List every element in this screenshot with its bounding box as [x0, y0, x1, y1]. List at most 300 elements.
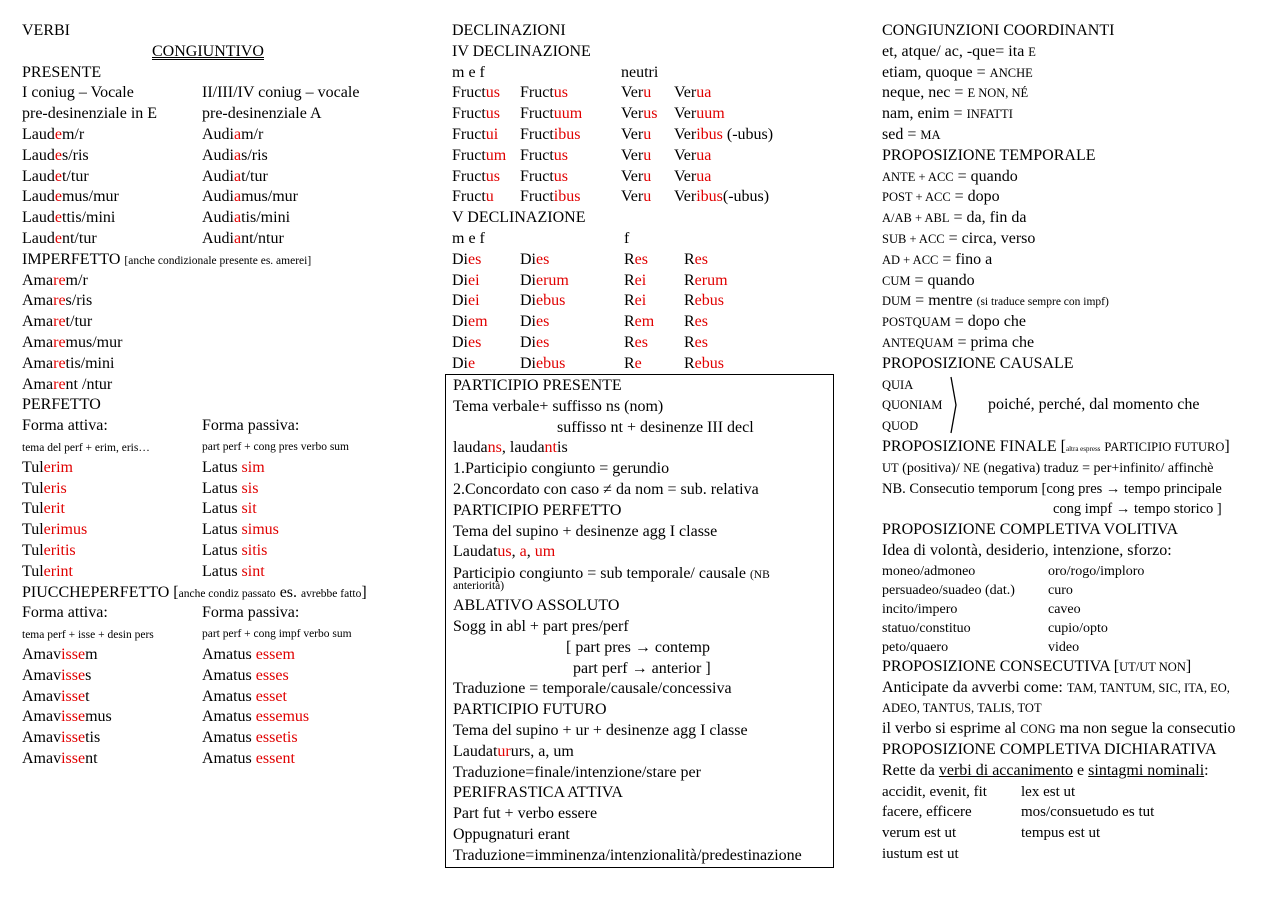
text-line: 1.Participio congiunto = gerundio — [453, 460, 670, 478]
ending: erum — [536, 271, 569, 289]
v-cell — [684, 354, 724, 375]
ending: u — [643, 125, 652, 143]
v-row — [452, 271, 852, 292]
heading-participio-perfetto: PARTICIPIO PERFETTO — [453, 501, 622, 519]
stem: R — [684, 250, 695, 268]
iv-cell — [674, 187, 769, 208]
stem: R — [624, 292, 635, 310]
iv-cell — [452, 104, 500, 125]
v-cell — [624, 333, 648, 354]
stem: Di — [520, 313, 536, 331]
v-cell — [624, 354, 642, 375]
iv-cell — [621, 187, 651, 208]
text-line: et, atque/ ac, -que= ita E — [882, 42, 1036, 60]
piucche-table — [22, 645, 422, 770]
ending: us — [485, 105, 501, 123]
verb-a: moneo/admoneo — [882, 563, 976, 579]
perfetto-row: Tulerint Latus sint — [22, 562, 265, 580]
text-line: cong impf → tempo storico ] — [1053, 501, 1222, 518]
v-cell — [624, 291, 646, 312]
v-row — [452, 291, 852, 312]
ending: ui — [485, 125, 499, 143]
ending: ei — [634, 271, 647, 289]
v-cell — [520, 291, 565, 312]
stem: R — [624, 333, 635, 351]
imperfetto-row: Amaret/tur — [22, 313, 93, 331]
temporale-list — [882, 167, 1262, 354]
ending: e — [468, 354, 476, 372]
ending: es — [468, 250, 482, 268]
perfetto-row: Tuleris Latus sis — [22, 479, 259, 497]
text-line: neque, nec = E NON, NÉ — [882, 84, 1029, 102]
perfetto-row: Tuleritis Latus sitis — [22, 541, 268, 559]
iv-cell — [520, 104, 582, 125]
text-line: Part fut + verbo essere — [453, 805, 598, 823]
v-cell — [520, 312, 549, 333]
stem: Ver — [621, 84, 644, 102]
text-line: suffisso nt + desinenze III decl — [557, 418, 754, 436]
v-cell — [452, 271, 480, 292]
presente-row: Laudettis/mini Audiatis/mini — [22, 209, 291, 227]
ending: u — [643, 84, 652, 102]
iv-row — [452, 125, 852, 146]
imperfetto-row: Amarent /ntur — [22, 375, 113, 393]
verb-b: video — [1048, 639, 1080, 655]
verb-b: oro/rogo/imploro — [1048, 563, 1145, 579]
text-line: QUONIAM poiché, perché, dal momento che — [882, 396, 1200, 414]
stem: Ver — [621, 105, 644, 123]
perfetto-row: Tulerimus Latus simus — [22, 521, 279, 539]
stem: Fruct — [452, 125, 486, 143]
iv-cell — [621, 146, 651, 167]
ending: ebus — [536, 292, 566, 310]
presente-row: Laudent/tur Audiant/ntur — [22, 229, 284, 247]
iv-cell — [520, 187, 580, 208]
ending: ebus — [536, 354, 566, 372]
stem: R — [624, 313, 635, 331]
ending: ei — [468, 271, 480, 289]
volitiva-row — [882, 581, 1262, 600]
iv-table — [452, 83, 852, 208]
temporale-row — [882, 167, 1262, 188]
text-line: Anticipate da avverbi come: TAM, TANTUM, SIC, ITA, EO, — [882, 678, 1230, 696]
stem: Ver — [674, 167, 697, 185]
column-congiunzioni — [882, 21, 1262, 865]
stem: Ver — [621, 188, 644, 206]
text-line: il verbo si esprime al CONG ma non segue la consecutio — [882, 720, 1236, 738]
iv-cell — [452, 83, 500, 104]
piucche-row: Amavissetis Amatus essetis — [22, 729, 298, 747]
perfetto-row: Tulerim Latus sim — [22, 458, 265, 476]
preposition: POST + ACC — [882, 190, 951, 205]
presente-row: Laudes/ris Audias/ris — [22, 146, 268, 164]
text-line: 2.Concordato con caso ≠ da nom = sub. relativa — [453, 480, 759, 498]
v-row — [452, 250, 852, 271]
verb-a: incito/impero — [882, 601, 958, 617]
ending: es — [694, 313, 708, 331]
ending: ebus — [694, 292, 724, 310]
piucche-row: Amavisset Amatus esset — [22, 687, 287, 705]
presente-row: Laudem/r Audiam/r — [22, 125, 264, 143]
v-cell — [624, 312, 654, 333]
ending: es — [536, 333, 550, 351]
v-cell — [452, 354, 475, 375]
meaning: = dopo che — [950, 313, 1026, 331]
heading-v-declinazione: V DECLINAZIONE — [452, 209, 586, 227]
imperfetto-row: Amaremus/mur — [22, 333, 123, 351]
stem: Di — [452, 354, 468, 372]
meaning: = mentre — [911, 292, 977, 310]
perfetto-notes: tema del perf + erim, eris… part perf + cong pres verbo sum — [22, 440, 349, 454]
stem: Ver — [621, 146, 644, 164]
v-cell — [684, 291, 724, 312]
piucche-notes: tema perf + isse + desin pers part perf + cong impf verbo sum — [22, 628, 352, 642]
stem: Di — [520, 333, 536, 351]
heading-imperfetto: IMPERFETTO [anche condizionale presente es. amerei] — [22, 250, 312, 268]
stem: Ver — [674, 125, 697, 143]
iv-cell — [452, 125, 498, 146]
v-cell — [452, 250, 481, 271]
forma-row: Forma attiva: Forma passiva: — [22, 417, 300, 435]
stem: Fruct — [520, 188, 554, 206]
verb-a: iustum est ut — [882, 845, 959, 862]
variant: (-ubus) — [722, 188, 770, 206]
heading-completiva-dichiarativa: PROPOSIZIONE COMPLETIVA DICHIARATIVA — [882, 740, 1217, 758]
iv-cell — [520, 146, 568, 167]
verb-a: statuo/constituo — [882, 620, 971, 636]
ending: u — [643, 146, 652, 164]
ending: us — [553, 146, 569, 164]
v-cell — [452, 333, 481, 354]
heading-participio-futuro: PARTICIPIO FUTURO — [453, 701, 607, 719]
iv-cell — [452, 187, 494, 208]
text-line: Idea di volontà, desiderio, intenzione, sforzo: — [882, 541, 1172, 559]
text-line: part perf → anterior ] — [573, 659, 711, 677]
volitiva-row — [882, 600, 1262, 619]
dichiarativa-row — [882, 823, 1262, 844]
ending: ibus — [553, 188, 581, 206]
ending: us — [553, 84, 569, 102]
ending: us — [643, 105, 658, 123]
heading-proposizione-causale: PROPOSIZIONE CAUSALE — [882, 354, 1074, 372]
ending: us — [485, 167, 501, 185]
v-cell — [624, 250, 648, 271]
ending: e — [634, 354, 642, 372]
heading-piuccheperfetto: PIUCCHEPERFETTO [anche condiz passato es. avrebbe fatto] — [22, 583, 367, 601]
dichiarativa-row — [882, 782, 1262, 803]
heading-congiunzioni-coordinanti: CONGIUNZIONI COORDINANTI — [882, 22, 1115, 39]
ending: u — [485, 188, 494, 206]
preposition: ANTE + ACC — [882, 169, 954, 184]
dichiarativa-row — [882, 802, 1262, 823]
stem: Fruct — [520, 125, 554, 143]
ending: es — [634, 333, 648, 351]
preposition: POSTQUAM — [882, 315, 951, 330]
stem: Fruct — [452, 188, 486, 206]
column-declinazioni — [452, 21, 852, 375]
verb-b: mos/consuetudo es tut — [1021, 804, 1155, 821]
verb-a: peto/quaero — [882, 639, 949, 655]
ending: ei — [468, 292, 480, 310]
text-line: UT (positiva)/ NE (negativa) traduz = per+infinito/ affinchè — [882, 460, 1214, 476]
stem: Ver — [621, 125, 644, 143]
perfetto-table — [22, 458, 422, 583]
stem: Ver — [674, 188, 697, 206]
ending: ibus — [553, 125, 581, 143]
iv-cell — [621, 83, 651, 104]
v-cell — [684, 271, 728, 292]
ending: us — [485, 84, 501, 102]
text-line: Participio congiunto = sub temporale/ causale (NB — [453, 565, 770, 583]
stem: Di — [452, 271, 468, 289]
verb-b: lex est ut — [1021, 783, 1076, 800]
text-line: Oppugnaturi erant — [453, 825, 570, 843]
v-cell — [520, 271, 569, 292]
dichiarativa-row — [882, 844, 1262, 865]
stem: Fruct — [520, 146, 554, 164]
column-verbi — [22, 21, 422, 770]
v-header: m e f f — [452, 229, 630, 247]
heading-perifrastica-attiva: PERIFRASTICA ATTIVA — [453, 784, 623, 802]
preposition: AD + ACC — [882, 252, 939, 267]
text-line: Traduzione = temporale/causale/concessiva — [453, 680, 732, 698]
ending: ibus — [696, 125, 723, 143]
text-line: Traduzione=imminenza/intenzionalità/predestinazione — [453, 846, 802, 864]
text-line: ADEO, TANTUS, TALIS, TOT — [882, 701, 1042, 716]
coniug-row: I coniug – Vocale II/III/IV coniug – vocale — [22, 84, 360, 102]
stem: Di — [452, 250, 468, 268]
meaning: = circa, verso — [944, 229, 1036, 247]
ending: es — [468, 333, 482, 351]
verb-a: verum est ut — [882, 825, 957, 842]
stem: Di — [520, 271, 536, 289]
stem: Di — [520, 250, 536, 268]
ending: erum — [694, 271, 728, 289]
heading-proposizione-finale: PROPOSIZIONE FINALE [altra espress PARTICIPIO FUTURO] — [882, 437, 1230, 455]
heading-perfetto: PERFETTO — [22, 396, 101, 414]
v-cell — [624, 271, 646, 292]
v-cell — [684, 312, 708, 333]
stem: R — [624, 354, 635, 372]
stem: Fruct — [452, 84, 486, 102]
stem: R — [624, 271, 635, 289]
stem: Ver — [674, 105, 697, 123]
heading-ablativo-assoluto: ABLATIVO ASSOLUTO — [453, 597, 620, 615]
v-cell — [684, 250, 708, 271]
preposition: DUM — [882, 294, 912, 309]
meaning: = dopo — [950, 188, 1000, 206]
text-line: [ part pres → contemp — [566, 638, 710, 656]
preposition: CUM — [882, 273, 911, 288]
stem: Di — [452, 292, 468, 310]
text-line: Rette da verbi di accanimento e sintagmi nominali: — [882, 761, 1209, 779]
ending: em — [634, 313, 655, 331]
ending: uum — [553, 105, 583, 123]
volitiva-list — [882, 562, 1262, 657]
verb-a: facere, efficere — [882, 804, 972, 821]
text-line: anteriorità) — [453, 580, 505, 593]
iv-cell — [621, 125, 651, 146]
iv-cell — [674, 83, 711, 104]
stem: R — [684, 313, 695, 331]
ending: u — [643, 167, 652, 185]
forma-row-2: Forma attiva: Forma passiva: — [22, 604, 300, 622]
v-cell — [452, 291, 480, 312]
temporale-row — [882, 250, 1262, 271]
piucche-row: Amavissemus Amatus essemus — [22, 708, 310, 726]
text-line: QUIA — [882, 377, 914, 392]
iv-cell — [674, 104, 725, 125]
iv-cell — [520, 167, 568, 188]
heading-iv-declinazione: IV DECLINAZIONE — [452, 42, 591, 60]
text-line: QUOD — [882, 419, 919, 434]
iv-cell — [452, 146, 506, 167]
piucche-row: Amavisses Amatus esses — [22, 666, 289, 684]
text-line: Tema verbale+ suffisso ns (nom) — [453, 397, 664, 415]
heading-proposizione-temporale: PROPOSIZIONE TEMPORALE — [882, 146, 1096, 164]
stem: Fruct — [520, 105, 554, 123]
stem: Di — [452, 333, 468, 351]
stem: Di — [520, 292, 536, 310]
iv-cell — [674, 167, 711, 188]
preposition: A/AB + ABL — [882, 211, 950, 226]
heading-declinazioni: DECLINAZIONI — [452, 22, 566, 39]
iv-cell — [674, 125, 773, 146]
stem: R — [684, 333, 695, 351]
heading-consecutiva: PROPOSIZIONE CONSECUTIVA [UT/UT NON] — [882, 657, 1192, 675]
heading-presente: PRESENTE — [22, 63, 102, 81]
iv-cell — [674, 146, 711, 167]
temporale-row — [882, 208, 1262, 229]
ending: es — [634, 250, 648, 268]
imperfetto-row: Amarem/r — [22, 271, 88, 289]
dichiarativa-list — [882, 782, 1262, 865]
piucche-row: Amavissent Amatus essent — [22, 749, 295, 767]
meaning: = prima che — [953, 333, 1035, 351]
stem: Fruct — [452, 146, 486, 164]
presente-table — [22, 125, 422, 250]
temporale-row — [882, 187, 1262, 208]
v-row — [452, 312, 852, 333]
ending: ebus — [694, 354, 724, 372]
temporale-row — [882, 291, 1262, 312]
preposition: ANTEQUAM — [882, 335, 954, 350]
iv-row — [452, 83, 852, 104]
ending: ua — [696, 84, 712, 102]
iv-cell — [520, 83, 568, 104]
verb-b: cupio/opto — [1048, 620, 1108, 636]
text-line: sed = MA — [882, 125, 941, 143]
variant: (-ubus) — [722, 125, 774, 143]
presente-row: Laudemus/mur Audiamus/mur — [22, 188, 298, 206]
volitiva-row — [882, 619, 1262, 638]
text-line: NB. Consecutio temporum [cong pres → tempo principale — [882, 480, 1222, 497]
meaning: = quando — [910, 271, 975, 289]
v-cell — [520, 354, 565, 375]
iv-cell — [621, 104, 657, 125]
ending: es — [694, 333, 708, 351]
verb-a: accidit, evenit, fit — [882, 783, 987, 800]
iv-cell — [621, 167, 651, 188]
text-line: nam, enim = INFATTI — [882, 105, 1013, 123]
imperfetto-row: Amaretis/mini — [22, 354, 115, 372]
verb-a: persuadeo/suadeo (dat.) — [882, 582, 1015, 598]
stem: Fruct — [520, 84, 554, 102]
v-row — [452, 354, 852, 375]
ending: ibus — [696, 188, 723, 206]
v-cell — [684, 333, 708, 354]
iv-row — [452, 167, 852, 188]
text-line: Tema del supino + ur + desinenze agg I classe — [453, 721, 748, 739]
stem: Ver — [674, 146, 697, 164]
ending: es — [694, 250, 708, 268]
verb-b: tempus est ut — [1021, 825, 1101, 842]
iv-cell — [452, 167, 500, 188]
text-line: Laudatus, a, um — [453, 543, 556, 561]
iv-row — [452, 187, 852, 208]
imperfetto-row: Amares/ris — [22, 292, 93, 310]
text-line: Tema del supino + desinenze agg I classe — [453, 522, 718, 540]
heading-verbi: VERBI — [22, 22, 70, 39]
temporale-row — [882, 333, 1262, 354]
ending: es — [536, 313, 550, 331]
v-cell — [520, 333, 549, 354]
heading-congiuntivo: CONGIUNTIVO — [152, 42, 264, 60]
volitiva-row — [882, 562, 1262, 581]
stem: Fruct — [452, 167, 486, 185]
stem: R — [624, 250, 635, 268]
predes-row: pre-desinenziale in E pre-desinenziale A — [22, 105, 322, 123]
verb-b: caveo — [1048, 601, 1081, 617]
ending: es — [536, 250, 550, 268]
stem: R — [684, 354, 695, 372]
temporale-row — [882, 312, 1262, 333]
ending: us — [553, 167, 569, 185]
text-line: Laudatururs, a, um — [453, 742, 574, 760]
stem: R — [684, 292, 695, 310]
text-line: laudans, laudantis — [453, 439, 568, 457]
text-line: etiam, quoque = ANCHE — [882, 63, 1033, 81]
stem: Fruct — [452, 105, 486, 123]
iv-cell — [520, 125, 580, 146]
meaning: = quando — [953, 167, 1018, 185]
v-cell — [452, 312, 488, 333]
meaning: = fino a — [938, 250, 993, 268]
iv-row — [452, 104, 852, 125]
imperfetto-table — [22, 271, 422, 396]
iv-header: m e f neutri — [452, 63, 659, 81]
iv-row — [452, 146, 852, 167]
temporale-row — [882, 271, 1262, 292]
ending: u — [643, 188, 652, 206]
ending: um — [485, 146, 507, 164]
ending: ua — [696, 167, 712, 185]
ending: ei — [634, 292, 647, 310]
verb-b: curo — [1048, 582, 1073, 598]
perfetto-row: Tulerit Latus sit — [22, 500, 257, 518]
heading-participio-presente: PARTICIPIO PRESENTE — [453, 377, 622, 394]
text-line: Sogg in abl + part pres/perf — [453, 617, 629, 635]
text-line: Traduzione=finale/intenzione/stare per — [453, 763, 701, 781]
meaning: = da, fin da — [949, 209, 1027, 227]
temporale-row — [882, 229, 1262, 250]
stem: Ver — [674, 84, 697, 102]
note: (si traduce sempre con impf) — [976, 296, 1109, 309]
causale-bracket-icon — [947, 376, 961, 434]
stem: Di — [452, 313, 468, 331]
v-row — [452, 333, 852, 354]
ending: em — [468, 313, 488, 331]
